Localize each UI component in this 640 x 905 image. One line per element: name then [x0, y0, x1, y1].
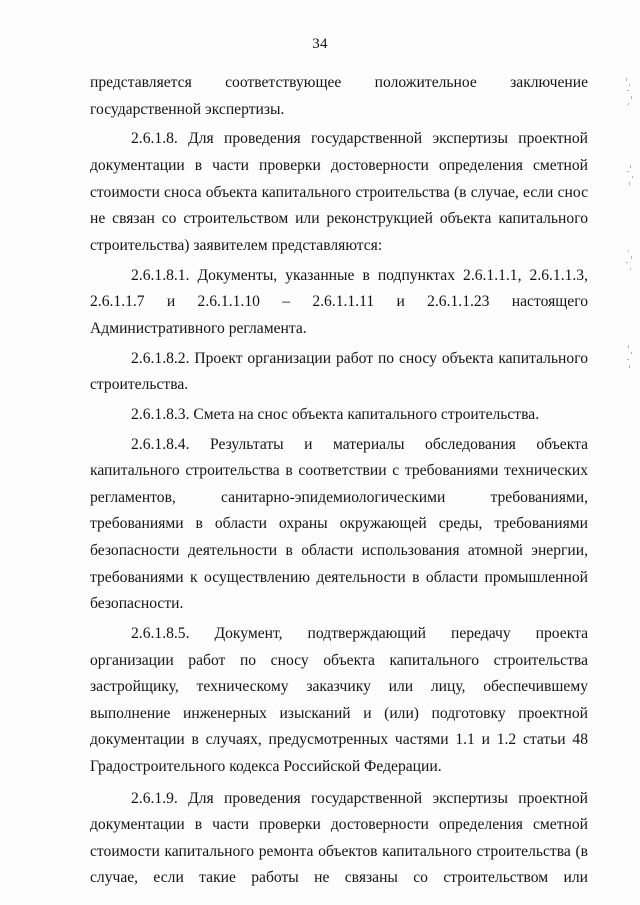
scan-margin-marks — [616, 70, 640, 400]
paragraph-2-6-1-8: 2.6.1.8. Для проведения государственной экспертизы проектной документации в части проверки достоверности определения сметной стоимости сноса объекта капитального строительства (в случае, если снос не связан со строительством или реконструкцией объекта капитального строительства) заявителем представляются: — [90, 130, 588, 254]
paragraph-continuation: представляется соответствующее положительное заключение государственной экспертизы. — [90, 74, 588, 118]
paragraph-2-6-1-8-3: 2.6.1.8.3. Смета на снос объекта капитального строительства. — [131, 405, 540, 423]
document-body — [90, 70, 588, 895]
paragraph-2-6-1-8-5: 2.6.1.8.5. Документ, подтверждающий передачу проекта организации работ по сносу объекта капитального строительства застройщику, техническому заказчику или лицу, обеспечившему выполнение инженерных изысканий и (или) подготовку проектной документации в случаях, предусмотренных частями 1.1 и 1.2 статьи 48 Градостроительного кодекса Российской Федерации. — [90, 625, 588, 775]
page-number: 34 — [312, 36, 328, 52]
paragraph-2-6-1-8-2: 2.6.1.8.2. Проект организации работ по сносу объекта капитального строительства. — [90, 349, 588, 394]
paragraph-2-6-1-9: 2.6.1.9. Для проведения государственной экспертизы проектной документации в части проверки достоверности определения сметной стоимости капитального ремонта объектов капитального строительства (в случае, если такие работы не связаны со строительством или — [90, 789, 588, 887]
paragraph-2-6-1-8-1: 2.6.1.8.1. Документы, указанные в подпунктах 2.6.1.1.1, 2.6.1.1.3, 2.6.1.1.7 и 2.6.1.1.10 – 2.6.1.1.11 и 2.6.1.1.23 настоящего Административного регламента. — [90, 266, 588, 337]
paragraph-2-6-1-8-4: 2.6.1.8.4. Результаты и материалы обследования объекта капитального строительства в соответствии с требованиями технических регламентов, санитарно-эпидемиологическими требованиями, требованиями в области охраны окружающей среды, требованиями безопасности деятельности в области использования атомной энергии, требованиями к осуществлению деятельности в области промышленной безопасности. — [90, 435, 588, 613]
